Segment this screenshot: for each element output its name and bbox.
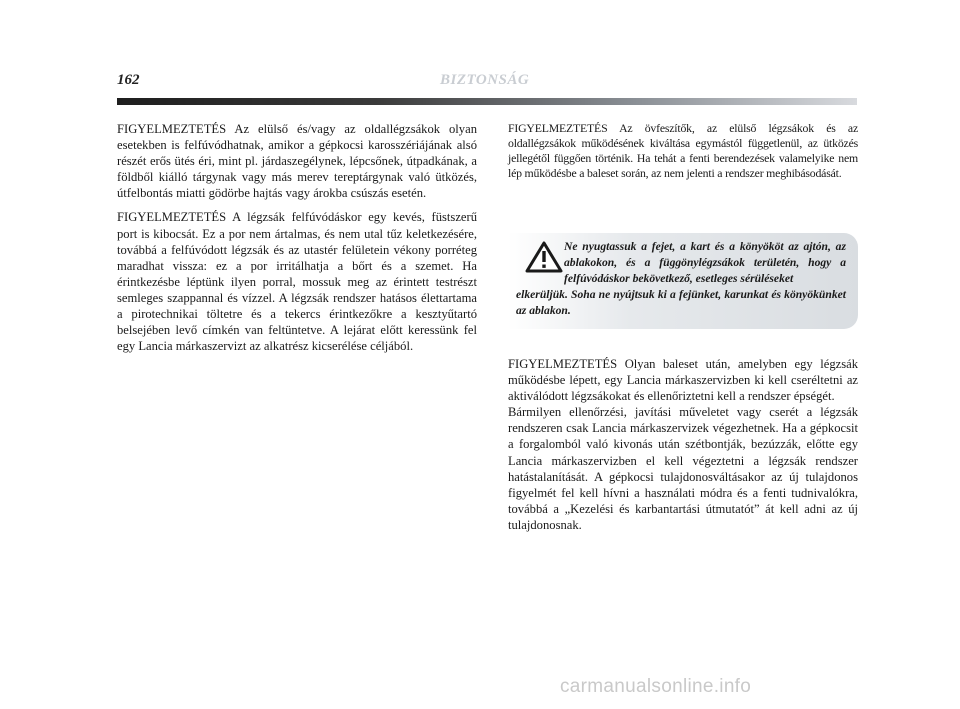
warning-paragraph-pretensioners: FIGYELMEZTETÉS Az övfeszítők, az elülső légzsákok és az oldallégzsákok működésének kiváltása egymástól függetlenül, az ütközés jellegétől függően történik. Ha tehát a fenti berendezések valamelyike nem lép működésbe a baleset során, az nem jelenti a rendszer meghibásodását. [508, 121, 858, 180]
warning-box-lead: Ne nyugtassuk a fejet, a kart és a könyököt az ajtón, az ablakokon, és a függönylégzsákok területén, hogy a felfúvódáskor bekövetkező, esetleges sérüléseket [564, 240, 846, 285]
right-column-top [508, 121, 858, 189]
right-column-bottom [508, 356, 858, 541]
left-column [117, 121, 477, 362]
page-number: 162 [117, 72, 140, 88]
header-rule [117, 98, 857, 105]
warning-paragraph-airbag-dust: FIGYELMEZTETÉS A légzsák felfúvódáskor egy kevés, füstszerű port is kibocsát. Ez a por nem ártalmas, és nem utal tűz keletkezésére, továbbá a felfúvódott légzsák és az utastér felületein vékony porréteg maradhat vissza: ez a por irritálhatja a bőrt és a szemet. Ha érintkezésbe léptünk ilyen porral, mossuk meg az érintett testrészt semleges szappannal és vízzel. A légzsák rendszer hatásos élettartama a pirotechnikai töltetre és a tekercs érintkezőkre a kesztyűtartó belsejében levő címkén van feltüntetve. A lejárat előtt keressünk fel egy Lancia márkaszervizt az alkatrész kicserélése céljából. [117, 210, 477, 354]
section-title: BIZTONSÁG [440, 72, 530, 88]
warning-paragraph-airbag-deployment: FIGYELMEZTETÉS Az elülső és/vagy az oldallégzsákok olyan esetekben is felfúvódhatnak, amikor a gépkocsi karosszériájának alsó részét erős ütés éri, mint pl. járdaszegélynek, lépcsőnek, útpadkának, a földből kiálló tárgynak vagy más merev tereptárgynak való ütközés, útfelbontás miatti gödörbe hajtás vagy árokba csúszás esetén. [117, 122, 477, 201]
warning-box-text [516, 239, 846, 319]
paragraph-service-and-disposal: Bármilyen ellenőrzési, javítási műveletet vagy cserét a légzsák rendszeren csak Lancia márkaszervizek végezhetnek. Ha a gépkocsit a forgalomból való kivonás után szétbontják, bezúzzák, előtte egy Lancia márkaszervizben el kell végeztetni a légzsák rendszer hatástalanítását. A gépkocsi tulajdonosváltásakor az új tulajdonos figyelmét fel kell hívni a használati módra és a fenti tudnivalókra, továbbá a „Kezelési és karbantartási útmutatót” át kell adni az új tulajdonosnak. [508, 405, 858, 532]
warning-box-rest: elkerüljük. Soha ne nyújtsuk ki a fejünket, karunkat és könyökünket az ablakon. [516, 288, 846, 317]
watermark: carmanualsonline.info [560, 676, 752, 697]
warning-paragraph-after-accident: FIGYELMEZTETÉS Olyan baleset után, amelyben egy légzsák működésbe lépett, egy Lancia márkaszervizben ki kell cseréltetni az aktiválódott légzsákokat és ellenőriztetni kell a rendszer épségét. [508, 357, 858, 404]
warning-box [508, 233, 858, 329]
